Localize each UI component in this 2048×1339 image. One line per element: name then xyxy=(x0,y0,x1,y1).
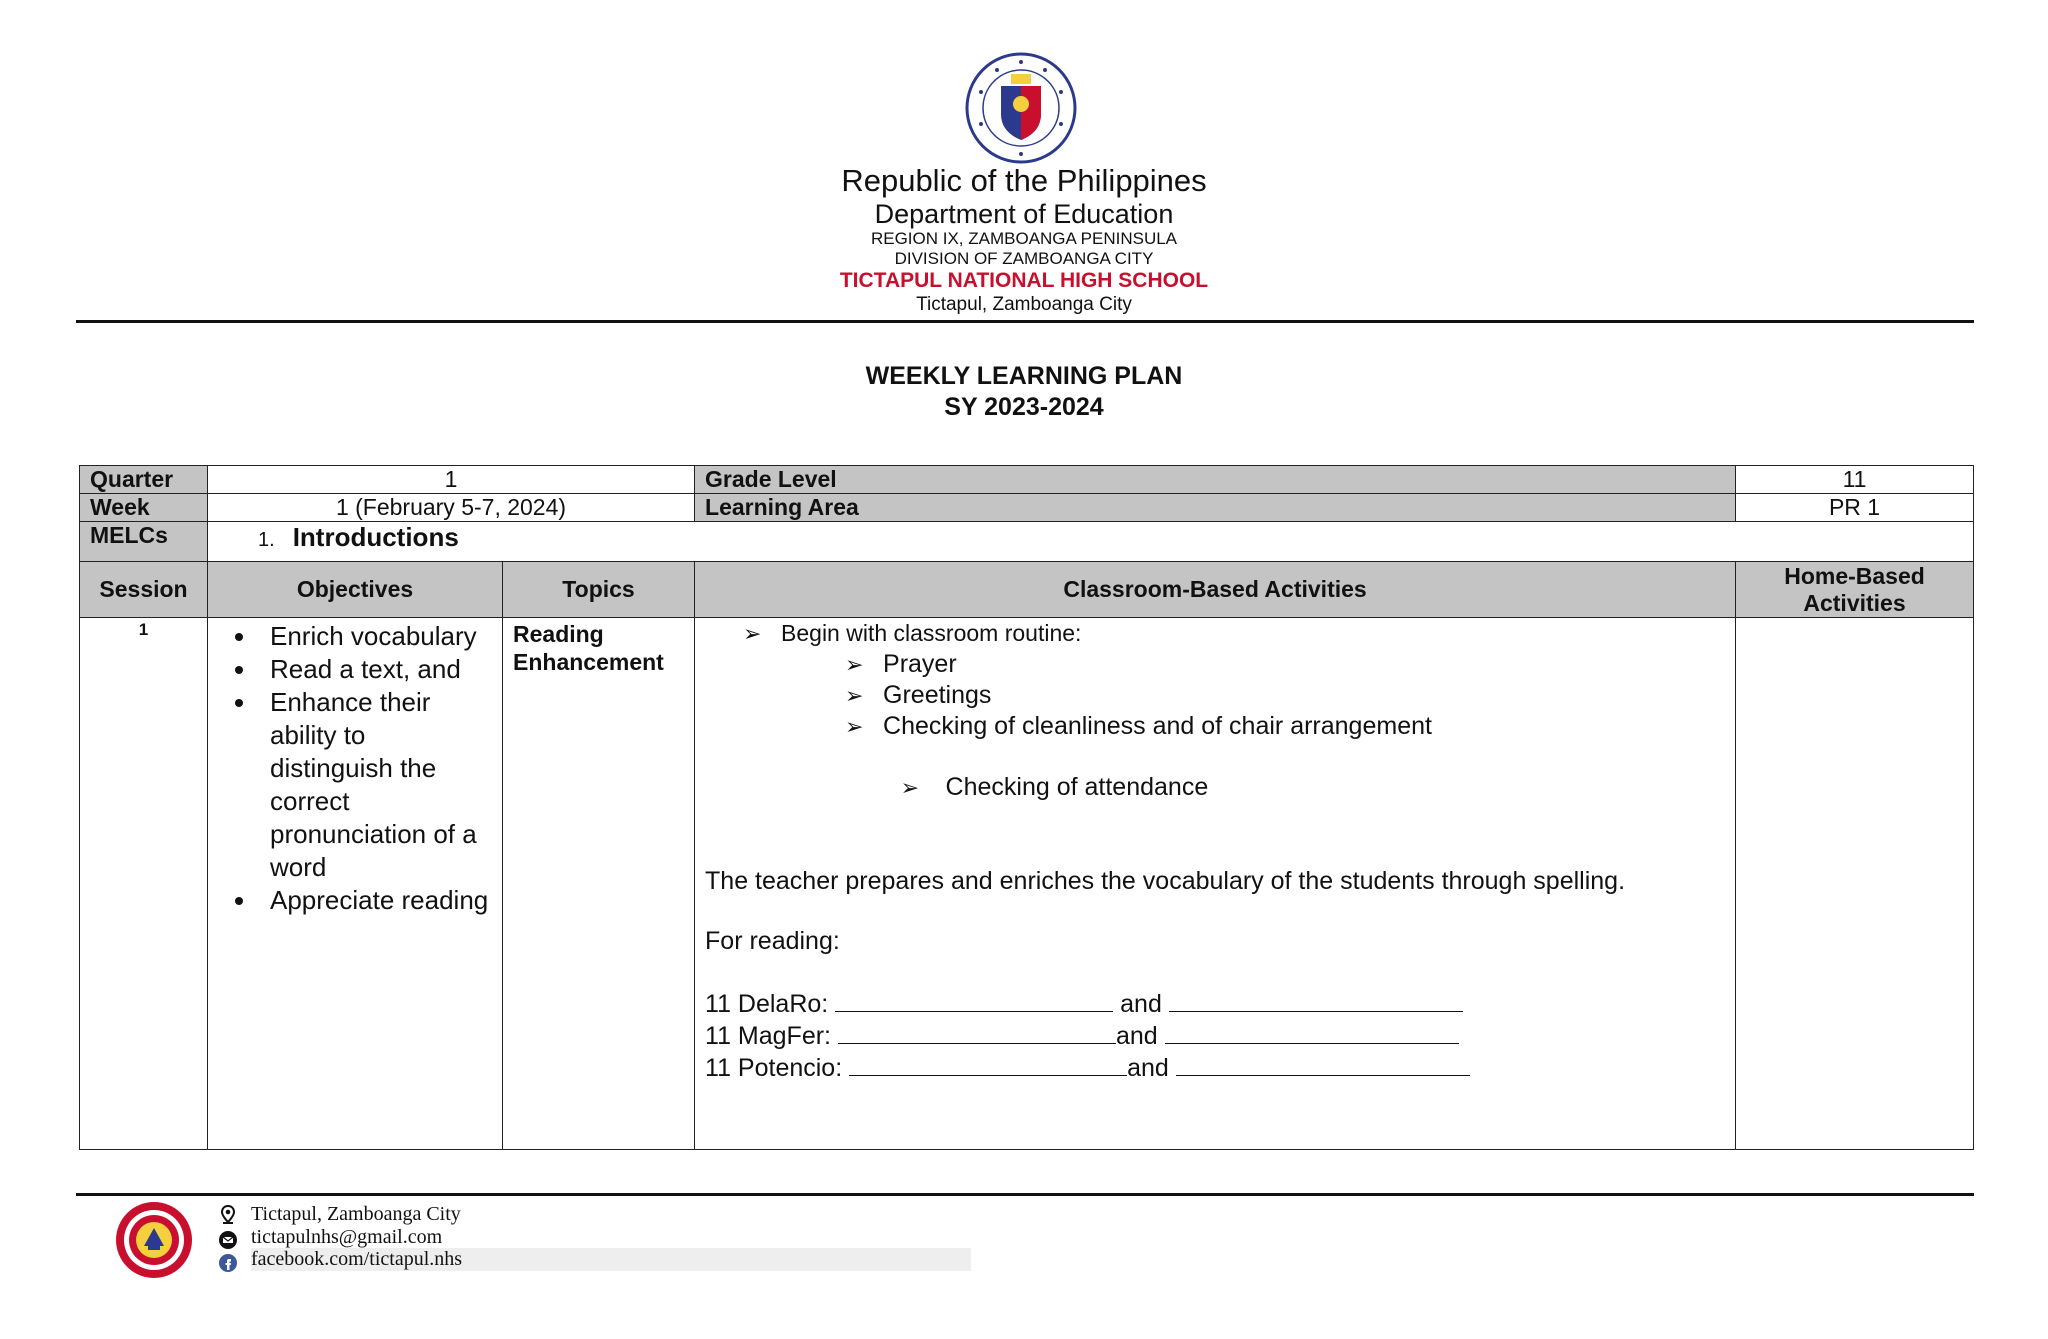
objective-item: • Read a text, and xyxy=(258,653,492,686)
teacher-paragraph: The teacher prepares and enriches the vocabulary of the students through spelling. xyxy=(705,867,1626,895)
week-label: Week xyxy=(80,494,208,522)
grade-level-label: Grade Level xyxy=(695,466,1736,494)
school-name: TICTAPUL NATIONAL HIGH SCHOOL xyxy=(839,269,1209,292)
department-heading: Department of Education xyxy=(874,199,1174,229)
and-text: and xyxy=(1127,1054,1169,1082)
section-line xyxy=(705,1051,1725,1083)
routine-item-text: Checking of cleanliness and of chair arrangement xyxy=(883,712,1432,740)
division-text: DIVISION OF ZAMBOANGA CITY xyxy=(894,249,1154,268)
objective-item: • Enhance their ability to distinguish the correct pronunciation of a word xyxy=(258,686,492,884)
arrow-bullet-icon: ➢ xyxy=(845,683,864,708)
header-divider xyxy=(76,320,1974,323)
week-row xyxy=(80,494,1974,522)
home-activities-header: Home-Based Activities xyxy=(1736,562,1974,618)
routine-item xyxy=(705,680,1725,711)
footer-email[interactable]: tictapulnhs@gmail.com xyxy=(251,1226,443,1248)
footer-facebook[interactable]: facebook.com/tictapul.nhs xyxy=(251,1248,971,1271)
objectives-cell xyxy=(208,618,503,1150)
section-line xyxy=(705,987,1725,1019)
topic-cell xyxy=(503,618,695,1150)
melcs-value-cell xyxy=(208,522,1974,562)
section-name: 11 MagFer: xyxy=(705,1022,831,1050)
grade-level-value: 11 xyxy=(1736,466,1974,494)
blank-line xyxy=(1165,1019,1459,1044)
reading-label: For reading: xyxy=(705,927,840,955)
location-pin-icon xyxy=(218,1205,238,1225)
routine-item xyxy=(705,711,1725,742)
blank-line xyxy=(835,987,1113,1012)
quarter-value: 1 xyxy=(208,466,695,494)
classroom-activities-cell xyxy=(695,618,1736,1150)
republic-heading: Republic of the Philippines xyxy=(841,163,1207,198)
document-title: WEEKLY LEARNING PLAN xyxy=(865,362,1183,390)
routine-item-text: Greetings xyxy=(883,681,992,709)
melcs-value: Introductions xyxy=(292,522,459,552)
school-address: Tictapul, Zamboanga City xyxy=(916,294,1132,315)
session-row xyxy=(80,618,1974,1150)
blank-line xyxy=(838,1019,1116,1044)
section-line xyxy=(705,1019,1725,1051)
deped-seal-logo xyxy=(965,52,1077,164)
school-year: SY 2023-2024 xyxy=(944,393,1104,421)
week-value: 1 (February 5-7, 2024) xyxy=(208,494,695,522)
topics-header: Topics xyxy=(503,562,695,618)
footer-address: Tictapul, Zamboanga City xyxy=(251,1203,461,1225)
email-icon xyxy=(218,1230,238,1250)
quarter-label: Quarter xyxy=(80,466,208,494)
melcs-number: 1. xyxy=(258,529,275,551)
home-activities-cell xyxy=(1736,618,1974,1150)
section-name: 11 DelaRo: xyxy=(705,990,829,1018)
melcs-row xyxy=(80,522,1974,562)
facebook-icon xyxy=(218,1253,238,1273)
melcs-label: MELCs xyxy=(80,522,208,562)
learning-area-value: PR 1 xyxy=(1736,494,1974,522)
arrow-bullet-icon: ➢ xyxy=(845,652,864,677)
objectives-list xyxy=(218,620,492,917)
arrow-bullet-icon: ➢ xyxy=(900,775,920,800)
and-text: and xyxy=(1115,1022,1158,1050)
and-text: and xyxy=(1113,990,1162,1018)
session-header: Session xyxy=(80,562,208,618)
region-text: REGION IX, ZAMBOANGA PENINSULA xyxy=(870,229,1178,248)
routine-item xyxy=(705,649,1725,680)
section-name: 11 Potencio: xyxy=(705,1054,843,1082)
routine-item-text: Prayer xyxy=(883,650,957,678)
arrow-bullet-icon: ➢ xyxy=(743,621,762,646)
blank-line xyxy=(849,1051,1127,1076)
column-header-row xyxy=(80,562,1974,618)
objective-item: • Enrich vocabulary xyxy=(258,620,492,653)
routine-item-text: Checking of attendance xyxy=(938,773,1209,801)
footer-divider xyxy=(76,1193,1974,1196)
objective-item: • Appreciate reading xyxy=(258,884,492,917)
weekly-learning-plan-table xyxy=(79,465,1974,1150)
session-number: 1 xyxy=(80,618,208,1150)
routine-item xyxy=(705,742,1725,833)
blank-line xyxy=(1169,987,1463,1012)
classroom-activities-header: Classroom-Based Activities xyxy=(695,562,1736,618)
blank-line xyxy=(1176,1051,1470,1076)
learning-area-label: Learning Area xyxy=(695,494,1736,522)
routine-intro: Begin with classroom routine: xyxy=(781,620,1082,646)
school-logo xyxy=(114,1200,194,1280)
topic-text: Reading Enhancement xyxy=(513,621,664,675)
quarter-row xyxy=(80,466,1974,494)
arrow-bullet-icon: ➢ xyxy=(845,714,864,739)
objectives-header: Objectives xyxy=(208,562,503,618)
routine-intro-line xyxy=(705,618,1725,649)
